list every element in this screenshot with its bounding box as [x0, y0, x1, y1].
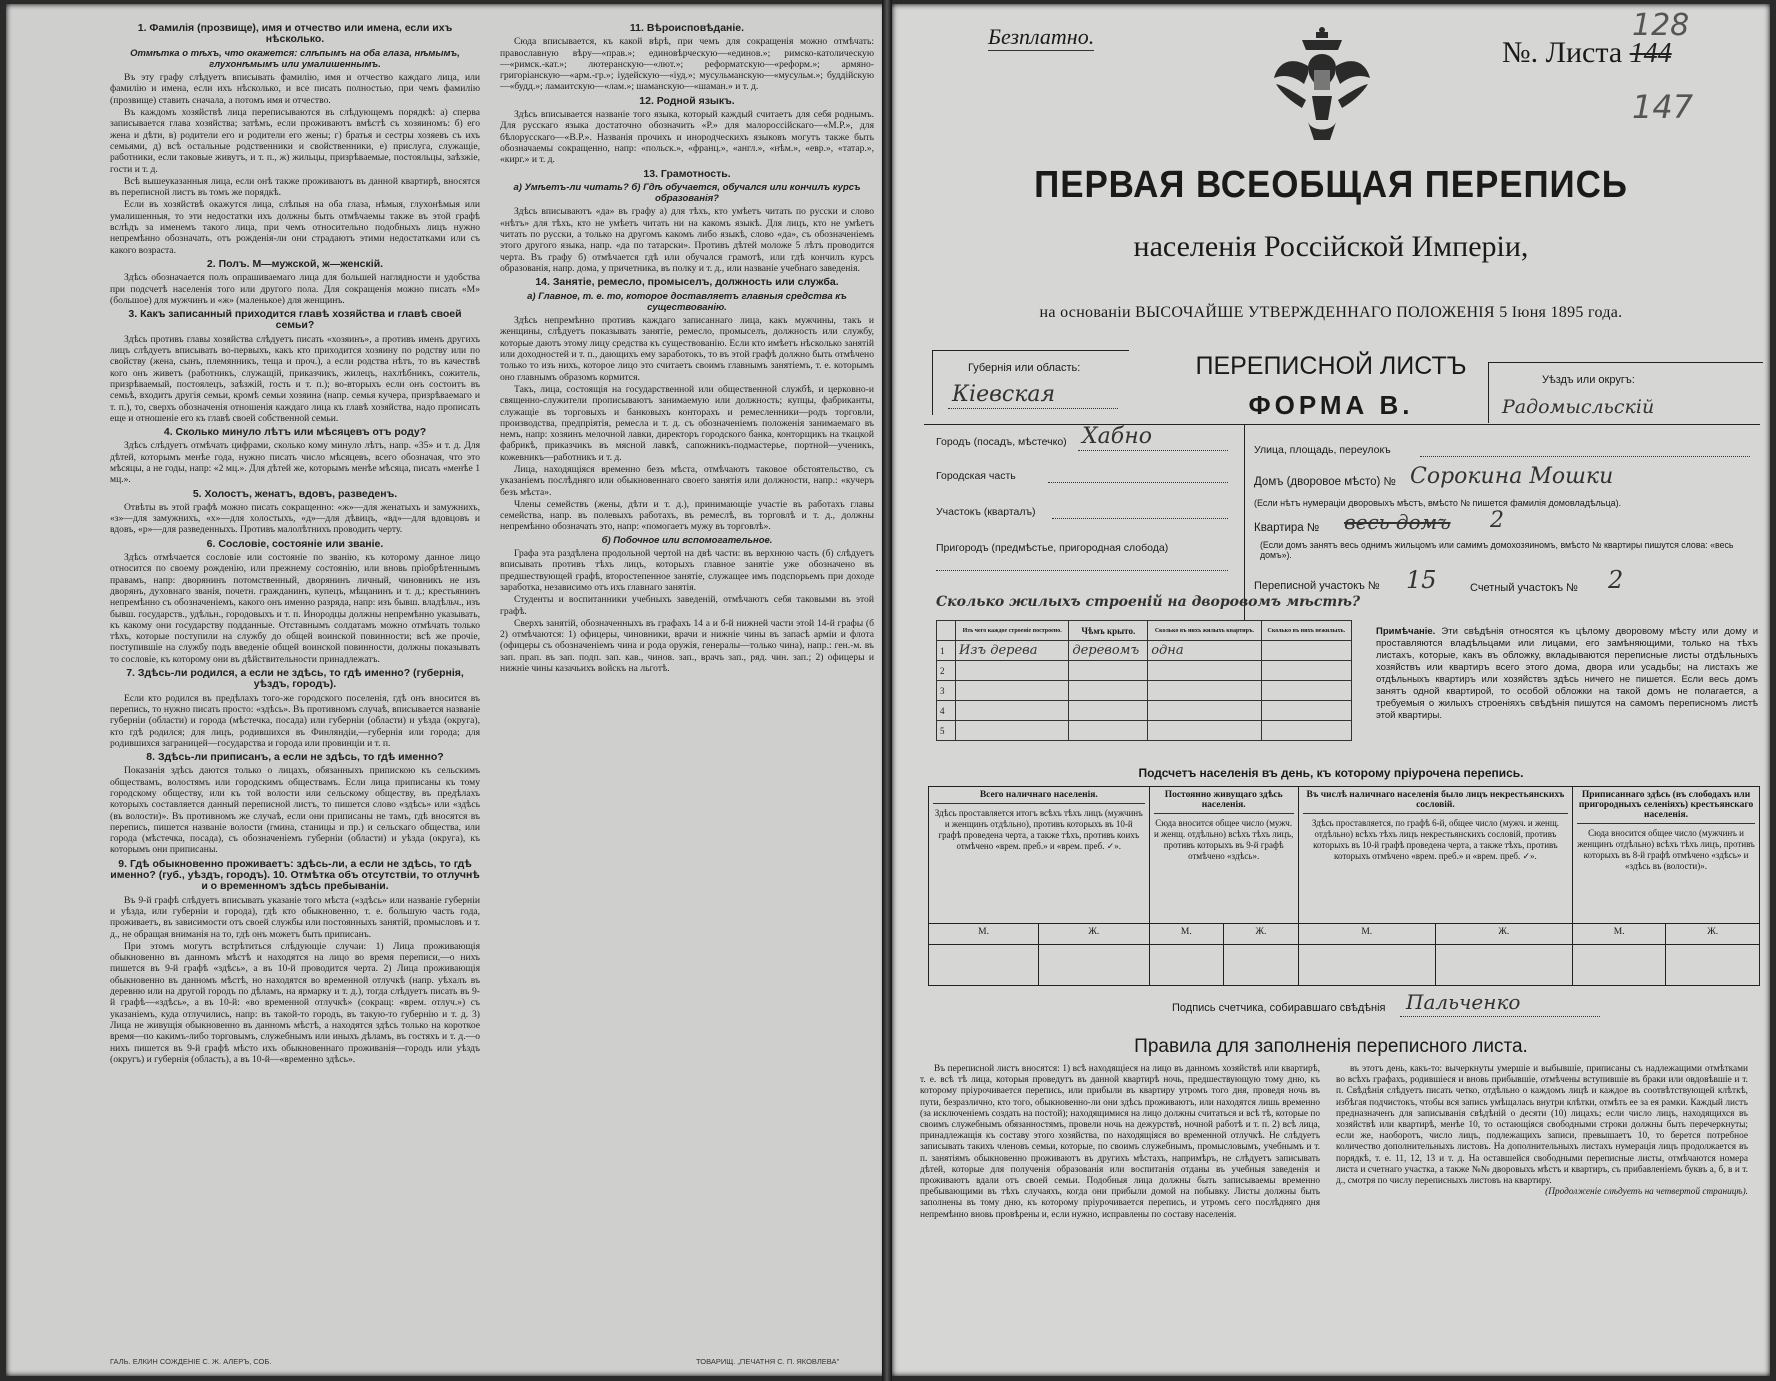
printer-imprint-right: ТОВАРИЩ. „ПЕЧАТНЯ С. П. ЯКОВЛЕВА" — [696, 1357, 840, 1366]
summary-value-cell — [1039, 945, 1149, 986]
book-gutter — [882, 0, 892, 1381]
dwelling-cell-count — [1148, 701, 1261, 721]
count-section-label: Счетный участокъ № — [1470, 582, 1578, 594]
instruction-paragraph: Члены семействъ (жены, дѣти и т. д.), принимающіе участіе въ работахъ главы семейства, напр. въ полевыхъ работахъ, въ ремеслѣ, въ торговлѣ и т. д., должны непремѣнно обозначать это, напр: «помогаетъ мужу въ торговлѣ». — [500, 498, 874, 533]
dwelling-cell-count: одна — [1148, 641, 1261, 661]
summary-male-header: М. — [1149, 924, 1224, 945]
section-subheading: а) Умѣетъ-ли читать? б) Гдѣ обучается, обучался или кончилъ курсъ образованія? — [513, 181, 861, 205]
section-heading: 9. Гдѣ обыкновенно проживаетъ: здѣсь-ли, а если не здѣсь, то гдѣ именно? (губ., уѣздъ, городъ). 10. Отмѣтка объ отсутствіи, то отлучнѣ и о временномъ здѣсь пребываніи. — [110, 857, 480, 893]
dwelling-cell-n: 2 — [937, 661, 956, 681]
summary-text: Сюда вносится общее число (мужч. и женщ. отдѣльно) всѣхъ тѣхъ лицъ, противъ которыхъ въ 9-й графѣ отмѣчено «здѣсь». — [1154, 818, 1294, 861]
house-value: Сорокина Мошки — [1410, 464, 1614, 489]
instructions-column-2 — [500, 20, 874, 1360]
suburb-label: Пригородъ (предмѣстье, пригородная слобода) — [936, 542, 1169, 554]
dwell-head-num — [937, 621, 956, 641]
summary-head: Постоянно живущаго здѣсь населенія. — [1154, 790, 1294, 814]
address-divider — [1244, 424, 1245, 620]
summary-female-header: Ж. — [1666, 924, 1760, 945]
instruction-paragraph: Если кто родился въ предѣлахъ того-же городского поселенія, гдѣ онъ вносится въ перепись, то нужно писать просто: «здѣсь». Въ противномъ случаѣ, вписывается названіе губерніи (области) и города (мѣстечка, посада) или губерніи (области) и уѣзда (округа), кто гдѣ родился; для лицъ, родившихся въ Финляндіи,—губернія или города; для родившихся заграницей—государства и города или провинціи и т. п. — [110, 692, 480, 749]
section-heading: 11. Вѣроисповѣданіе. — [629, 22, 745, 34]
signature-label: Подпись счетчика, собиравшаго свѣдѣнія — [1172, 1002, 1386, 1014]
instruction-paragraph: Лица, находящіяся временно безъ мѣста, отмѣчаютъ таковое обстоятельство, съ указаніемъ послѣдняго или обыкновеннаго своего занятія или должности, напр.: «кучеръ безъ мѣста». — [500, 463, 874, 498]
instruction-paragraph: Сверхъ занятій, обозначенныхъ въ графахъ 14 а и б-й нижней части этой 14-й графы (б 2) отмѣчаются: 1) офицеры, чиновники, врачи и нижніе чины въ запасѣ армiи и флота (офицеры съ обозначеніемъ чина и рода оружія, генералы—только чина), напр.: ген.-м. въ зап. прап. въ зап. подп. зап. кав., чинов. зап., врачъ зап., ряд. чин. зап.; 2) офицеры и нижніе чины казачьихъ войскъ на льготѣ. — [500, 617, 874, 675]
dwelling-cell-nonres — [1261, 681, 1351, 701]
note-title: Примѣчаніе. — [1376, 626, 1436, 637]
instruction-paragraph: Здѣсь обозначается полъ опрашиваемаго лица для большей наглядности и удобства при подсчетѣ населенія того или другого пола. Для сокращенія можно писать «М» (большое) для мужчинъ и «ж» (маленькое) для женщинъ. — [110, 272, 480, 306]
form-title-2: ФОРМА В. — [1248, 390, 1414, 420]
left-page-instructions — [6, 4, 886, 1376]
summary-value-cell — [1573, 945, 1666, 986]
dwelling-row — [937, 721, 1352, 741]
summary-female-header: Ж. — [1039, 924, 1149, 945]
instruction-paragraph: Здѣсь вписываютъ «да» въ графу а) для тѣхъ, кто умѣетъ читать по русски и слово «нѣтъ» для тѣхъ, кто не умѣетъ читать ни на какомъ языкѣ. Для лицъ, кто не умѣетъ читать по русски, а только на другомъ какомъ либо языкѣ, слово «да», съ обозначеніемъ этого другого языка, напр. «да по татарски». Противъ дѣтей моложе 5 лѣтъ проводится черта. Въ графу б) отмѣчается гдѣ или обучался грамотѣ, или гдѣ кончилъ курсъ образованія, напр. дома, у причетника, въ полку и т. д., или названіе учебнаго заведенія. — [500, 206, 874, 274]
instruction-paragraph: Всѣ вышеуказанныя лица, если онѣ также проживаютъ въ данной квартирѣ, вносятся въ переписной листъ въ томъ же порядкѣ. — [110, 175, 480, 199]
dwelling-cell-roof — [1069, 721, 1148, 741]
section-subheading: Отмѣтка о тѣхъ, что окажется: слѣпымъ на оба глаза, нѣмымъ, глухонѣмымъ или умалишеннымъ. — [130, 47, 460, 70]
city-underline — [1078, 450, 1228, 451]
dwellings-question: Сколько жилыхъ строеній на дворовомъ мѣстѣ? — [936, 594, 1361, 610]
dwelling-cell-count — [1148, 681, 1261, 701]
dwelling-cell-material — [956, 701, 1069, 721]
summary-value-cell — [1149, 945, 1224, 986]
instruction-paragraph: Въ эту графу слѣдуетъ вписывать фамилію, имя и отчество каждаго лица, или фамилію и имена, если ихъ нѣсколько, и все писать полностью, при чемъ фамилію (прозвище) ставить сначала, а потомъ имя и отчество. — [110, 72, 480, 106]
section-heading: 13. Грамотность. — [643, 167, 731, 180]
rules-title: Правила для заполненія переписного листа. — [1134, 1036, 1528, 1057]
imperial-eagle-icon — [1272, 26, 1372, 146]
summary-column-2 — [1149, 787, 1298, 924]
dwelling-cell-material: Изъ дерева — [956, 641, 1069, 661]
dwelling-cell-nonres — [1261, 721, 1351, 741]
summary-text: Здѣсь проставляется, по графѣ 6-й, общее число (мужч. и женщ. отдѣльно) всѣхъ тѣхъ лицъ некрестьянскихъ сословій, противъ которыхъ въ 10-й графѣ проведена черта, а также тѣхъ, противъ которыхъ отмѣчено «врем. преб.» и «врем. преб. ✓». — [1311, 818, 1560, 861]
apartment-crossed: весь домъ — [1344, 510, 1451, 534]
section-label: Участокъ (кварталъ) — [936, 506, 1036, 518]
census-section-label: Переписной участокъ № — [1254, 580, 1380, 592]
instruction-paragraph: Здѣсь слѣдуетъ отмѣчать цифрами, сколько кому минуло лѣтъ, напр. «35» и т. д. Для дѣтей, которымъ менѣе года, нужно писать число мѣсяцевъ, всего обозначая, что это мѣсяцы, а не годы, напр: «2 мц.». Для дѣтей же, которымъ менѣе мѣсяца, писать «менѣе 1 мц.». — [110, 440, 480, 486]
dwell-head-material: Изъ чего каждое строеніе построено. — [956, 621, 1069, 641]
summary-value-cell — [1666, 945, 1760, 986]
header-rule — [924, 424, 1760, 425]
summary-text: Здѣсь проставляется итогъ всѣхъ тѣхъ лицъ (мужчинъ и женщинъ отдѣльно), противъ которыхъ въ 10-й графѣ проведена черта, а также тѣхъ, противъ коихъ отмѣчено «врем. преб.» и «врем. преб. ✓». — [934, 808, 1143, 851]
rules-continued: (Продолженіе слѣдуетъ на четвертой страницѣ). — [1545, 1187, 1748, 1198]
printer-imprint-left: ГАЛЬ. ЕЛКИН СОЖДЕНІЕ С. Ж. АЛЕРЪ, СОБ. — [110, 1357, 272, 1366]
dwelling-cell-n: 4 — [937, 701, 956, 721]
pencil-number-mid: 147 — [1632, 88, 1694, 126]
instruction-paragraph: Здѣсь непремѣнно противъ каждаго записаннаго лица, какъ мужчины, такъ и женщины, слѣдуетъ показывать занятіе, ремесло, промыселъ, должность или службу, которые даютъ этому лицу средства къ существованію. Если кто имѣетъ нѣсколько занятій или доходностей и т. п., дающихъ ему заработокъ, то въ этой графѣ должно быть отмѣчено только то изъ нихъ, которое лицо это считаетъ своимъ главнымъ занятіемъ, т. е. которымъ оно главнымъ образомъ кормится. — [500, 315, 874, 383]
sheet-number-value: 144 — [1629, 38, 1672, 69]
dwellings-note — [1376, 626, 1758, 722]
pencil-number-top: 128 — [1632, 8, 1690, 43]
form-title-1: ПЕРЕПИСНОЙ ЛИСТЪ — [1195, 352, 1467, 380]
dwelling-cell-roof — [1069, 681, 1148, 701]
dwelling-cell-nonres — [1261, 661, 1351, 681]
apartment-label: Квартира № — [1254, 522, 1320, 534]
section-heading: 8. Здѣсь-ли приписанъ, а если не здѣсь, то гдѣ именно? — [146, 751, 444, 764]
census-section-value: 15 — [1406, 566, 1437, 594]
province-value: Кіевская — [952, 382, 1056, 407]
section-heading: 1. Фамилія (прозвище), имя и отчество или имена, если ихъ нѣсколько. — [137, 22, 453, 46]
dwelling-cell-n: 5 — [937, 721, 956, 741]
population-summary-table — [928, 786, 1760, 986]
instruction-paragraph: Отвѣты въ этой графѣ можно писать сокращенно: «ж»—для женатыхъ и замужнихъ, «з»—для замужнихъ, «х»—для холостыхъ, «д»—для дѣвицъ, «вд»—для вдовцовъ и вдовъ, «р»—для разведенныхъ. Противъ малолѣтнихъ проводить черту. — [110, 501, 480, 536]
dwelling-cell-nonres — [1261, 701, 1351, 721]
town-part-label: Городская часть — [936, 470, 1016, 482]
dwelling-row — [937, 661, 1352, 681]
instruction-paragraph: Студенты и воспитанники учебныхъ заведеній, отмѣчаютъ себя таковыми въ этой графѣ. — [500, 594, 874, 617]
instruction-paragraph: Такъ, лица, состоящія на государственной или общественной службѣ, и церковно-и священно-служители прописываютъ занимаемую или должность; купцы, фабриканты, служащіе въ торговыхъ и банковыхъ конторахъ и ремесленники—родъ торговли, производства, предпріятія, ремесла и т. д. съ обозначеніемъ положенія занимаемаго въ немъ, напр: хозяинъ мелочной лавки, директоръ городского банка, конторщикъ на ткацкой фабрикѣ, приказчикъ въ мясной лавкѣ, сапожникъ-подмастерье, портной—ученикъ, кожевникъ—работникъ и т. д. — [500, 383, 874, 463]
instruction-paragraph: Въ каждомъ хозяйствѣ лица переписываются въ слѣдующемъ порядкѣ: а) сперва записывается глава хозяйства; затѣмъ, если проживаютъ вмѣстѣ съ хозяиномъ: б) его жена и дѣти, в) родители его и родители его жены; г) братья и сестры хозяевъ съ ихъ семьями, д) всѣ остальные родственники и свойственники, е) прислуга, служащіе, работники, если таковые живутъ, и т. п., ж) жильцы, призрѣваемые, постояльцы, заѣзжіе, гости и т. д. — [110, 107, 480, 175]
dwelling-cell-count — [1148, 721, 1261, 741]
dwelling-cell-roof — [1069, 701, 1148, 721]
section-heading: 7. Здѣсь-ли родился, а если не здѣсь, то гдѣ именно? (губернія, уѣздъ, городъ). — [126, 667, 464, 691]
dwelling-row — [937, 681, 1352, 701]
summary-head: Въ числѣ наличнаго населенія было лицъ некрестьянскихъ сословій. — [1303, 790, 1568, 814]
census-subtitle: населенія Россійской Имперіи, — [1133, 230, 1529, 263]
instruction-paragraph: Здѣсь вписывается названіе того языка, который каждый считаетъ для себя роднымъ. Для русскаго языка достаточно обозначить «Р.» для малороссійскаго—«М.Р.», для бѣлорусскаго—«В.Р.». Названія прочихъ и инородческихъ языковъ могутъ также быть обозначаемы сокращенно, напр: «польск.», «франц.», «англ.», «нѣм.», «евр.», «татар.», «кирг.» и т. д. — [500, 109, 874, 166]
rules-text-2: въ этотъ день, какъ-то: вычеркнуты умершіе и выбывшіе, приписаны съ надлежащими отмѣтками во всѣхъ графахъ, родившіеся и вновь прибывшіе, отмѣчены вступившіе въ браки или овдовѣвшіе и т. п. Свѣдѣнія слѣдуетъ писать четко, отдѣльно о каждомъ лицѣ и каждое въ соотвѣтствующей клѣткѣ, избѣгая подчистокъ, чтобы вся запись умѣщалась внутри клѣтки, отмѣть ее за ея рамки. Каждый листъ предназначенъ для записыванія свѣдѣній о десяти (10) лицахъ; если число лицъ, находящихся въ хозяйствѣ или квартирѣ, менѣе 10, то остающіяся свободными строки должны быть перечеркнуты; если же, наоборотъ, число лицъ, подлежащихъ записи, превышаетъ 10, то берется потребное количество дополнительныхъ листовъ. На дополнительныхъ листахъ нумерація лицъ продолжается въ порядкѣ, т. е. 11, 12, 13 и т. д. На оставшейся свободными переписные листы, отмѣчаются номера листа и счетнаго участка, а также №№ дворовыхъ мѣстъ и квартиръ, съ прибавленіемъ буквъ а, б, в и т. д., смотря по числу переписныхъ листовъ на квартиру. — [1336, 1064, 1748, 1187]
summary-head: Приписаннаго здѣсь (въ слободахъ или пригородныхъ селеніяхъ) крестьянскаго населенія. — [1577, 790, 1755, 824]
dwelling-cell-n: 3 — [937, 681, 956, 701]
district-label: Уѣздъ или округъ: — [1542, 374, 1635, 386]
street-underline — [1420, 456, 1750, 457]
dwelling-cell-roof: деревомъ — [1069, 641, 1148, 661]
instruction-paragraph: При этомъ могутъ встрѣтиться слѣдующіе случаи: 1) Лица проживающія обыкновенно въ данномъ мѣстѣ и находятся на лицо во время переписи,—о нихъ пишется въ 9-й графѣ «здѣсь», а въ 10-й проводится черта. 2) Лица проживающія обыкновенно въ данномъ мѣстѣ, но находятся во временной отлучкѣ (напр. уѣхалъ въ деревню или на другой городъ по дѣламъ, на ярмарку и т. д.), тогда слѣдуетъ писать въ 9-й графѣ—«здѣсь», а въ 10-й: «во временной отлучкѣ» (сокращ: «врем. отлуч.») съ указаніемъ, куда отлучились, напр: въ такой-то городъ, въ такую-то губернію и т. д. 3) Лица не живущія обыкновенно въ данномъ мѣстѣ, а находятся здѣсь только на короткое время—по какимъ-либо торговымъ, служебнымъ или иныхъ дѣламъ, въ гостяхъ и т. д.—о нихъ пишется въ 9-й графѣ мѣсто ихъ обыкновеннаго проживанія—городъ или уѣздъ (округъ) и губернія (область), а въ 10-й—«временно здѣсь». — [110, 940, 480, 1065]
rules-column-2 — [1336, 1064, 1748, 1364]
section-subheading: а) Главное, т. е. то, которое доставляетъ главныя средства къ существованію. — [527, 290, 847, 313]
instruction-paragraph: Показанія здѣсь даются только о лицахъ, обязанныхъ припискою къ сельскимъ обществамъ, волостямъ или городскимъ обществамъ. Если лица приписаны къ тому городскому обществу, или къ той волости или сельскому обществу, въ предѣлахъ которыхъ составляется данный переписной листъ, то пишется слово «здѣсь» или «здѣсь (въ волости)». Въ противномъ же случаѣ, если они приписаны не тамъ, гдѣ вносятся въ перепись, пишется названіе волости (гмина, станицы и пр.) и сельскаго общества, или города (мѣстечка, посада), съ обозначеніемъ губерніи (области) и уѣзда (округа), къ которымъ они приписаны. — [110, 765, 480, 856]
dwellings-table — [936, 620, 1352, 741]
dwelling-cell-material — [956, 661, 1069, 681]
town-part-underline — [1048, 482, 1228, 483]
dwelling-cell-material — [956, 681, 1069, 701]
instruction-paragraph: Сюда вписывается, къ какой вѣрѣ, при чемъ для сокращенія можно отмѣчать: православную вѣру—«прав.»; единовѣрческую—«единов.»; римско-католическую—«римск.-кат.»; лютеранскую—«лют.»; реформатскую—«реформ.»; армяно-григоріанскую—«арм.-гр.»; іудейскую—«іуд.»; мусульманскую—«мусульм.»; буддійскую—«будд.»; ламаитскую—«лам.»; шаманскую—«шаман.» и т. д. — [500, 36, 874, 93]
instruction-paragraph: Въ 9-й графѣ слѣдуетъ вписывать указаніе того мѣста («здѣсь» или названіе губерніи и уѣзда, или губерніи и города), гдѣ кто обыкновенно, т. е. большую часть года, проживаетъ, въ зависимости отъ своей службы или постоянныхъ занятій, промысловъ и т. д., не обращая вниманія на то, гдѣ онъ можетъ быть приписанъ. — [110, 894, 480, 940]
free-label: Безплатно. — [988, 24, 1095, 49]
summary-title: Подсчетъ населенія въ день, къ которому пріурочена перепись. — [1138, 766, 1524, 780]
rules-text-1: Въ переписной листъ вносятся: 1) всѣ находящіеся на лицо въ данномъ хозяйствѣ или квартирѣ, т. е. всѣ тѣ лица, которыя проведутъ въ данной квартирѣ ночь, предшествующую тому дню, къ которому пріурочивается перепись, или прибыли въ квартиру утромъ того дня, проведя ночь въ пути, безразлично, кто того, обыкновенно-ли они здѣсь проживаютъ, или находятся лишь временно (за исключеніемъ создать на постой); находящимися на лицо должны считаться и всѣ тѣ, которые по своимъ служебнымъ обязанностямъ, провели ночь на дежурствѣ, ночной работѣ и т. п. 2) всѣ лица, принадлежащія къ составу этого хозяйства, по находящіяся во временной отлучкѣ. Не слѣдуетъ записывать такихъ членовъ семьи, которые, по своимъ служебнымъ, промысловымъ, учебнымъ и т. п. занятіямъ обыкновенно проживаютъ въ другихъ мѣстахъ, напримѣръ, не слѣдуетъ записывать дѣтей, которые для полученія образованія или воспитанія отданы въ учебныя заведенія и проживаютъ вдали отъ своей семьи. Подобныя лица должны быть записываемы временно пребывающими въ тѣхъ случаяхъ, когда они прибыли домой на побывку. Листы должны быть заполнены въ тому дню, къ которому пріурочивается перепись, и утромъ сего послѣдняго дня непремѣнно вновь провѣрены и, если нужно, исправлены по составу населенія. — [920, 1064, 1320, 1220]
right-page-census-form — [892, 4, 1770, 1376]
city-value: Хабно — [1082, 424, 1152, 449]
section-subheading: б) Побочное или вспомогательное. — [601, 534, 773, 546]
section-heading: 5. Холостъ, женатъ, вдовъ, разведенъ. — [192, 487, 398, 500]
section-heading: 2. Полъ. М—мужской, ж—женскій. — [206, 257, 384, 270]
apartment-value: 2 — [1490, 508, 1504, 533]
legal-basis: на основаніи ВЫСОЧАЙШЕ УТВЕРЖДЕННАГО ПОЛОЖЕНІЯ 5 Іюня 1895 года. — [1039, 304, 1623, 321]
dwelling-row — [937, 641, 1352, 661]
summary-text: Сюда вносится общее число (мужчинъ и женщинъ отдѣльно) всѣхъ тѣхъ лицъ, противъ которыхъ въ 8-й графѣ отмѣчено «здѣсь» и «здѣсь въ (волости)». — [1577, 828, 1755, 871]
summary-female-header: Ж. — [1435, 924, 1572, 945]
dwell-head-roof: Чѣмъ крыто. — [1069, 621, 1148, 641]
instruction-paragraph: Графа эта раздѣлена продольной чертой на двѣ части: въ верхнюю часть (б) слѣдуетъ вписывать противъ тѣхъ лицъ, которыхъ главное занятіе уже обозначено въ предшествующей графѣ, второстепенное занятіе, служащее имъ подспорьемъ при доходе заработка, независимо отъ ихъ главнаго занятія. — [500, 548, 874, 593]
dwell-head-count: Сколько въ нихъ жилыхъ квартиръ. — [1148, 621, 1261, 641]
house-note: (Если нѣтъ нумераціи дворовыхъ мѣстъ, вмѣсто № пишется фамилія домовладѣльца). — [1254, 498, 1622, 508]
instruction-paragraph: Если въ хозяйствѣ окажутся лица, слѣпыя на оба глаза, нѣмыя, глухонѣмыя или умалишенныя, то эти недостатки ихъ должны быть отмѣчаемы также въ этой графѣ вслѣдъ за именемъ такого лица, при чемъ относительно подобныхъ лицъ нужно непремѣнно обозначать, отъ рожденія-ли они страдаютъ этими недостатками или съ какого возраста. — [110, 199, 480, 256]
count-section-value: 2 — [1608, 566, 1624, 594]
dwelling-cell-roof — [1069, 661, 1148, 681]
section-underline — [1052, 518, 1228, 519]
dwelling-row — [937, 701, 1352, 721]
summary-female-header: Ж. — [1224, 924, 1299, 945]
census-title: ПЕРВАЯ ВСЕОБЩАЯ ПЕРЕПИСЬ — [1034, 164, 1628, 206]
section-heading: 3. Какъ записанный приходится главѣ хозяйства и главѣ своей семьи? — [128, 308, 462, 332]
sheet-number-label: №. Листа — [1502, 36, 1623, 69]
summary-column-1 — [929, 787, 1150, 924]
dwelling-cell-material — [956, 721, 1069, 741]
city-label: Городъ (посадъ, мѣстечко) — [936, 436, 1067, 448]
summary-male-header: М. — [929, 924, 1039, 945]
apartment-note: (Если домъ занятъ весь однимъ жильцомъ или самимъ домохозяиномъ, вмѣсто № квартиры пишутся слова: «весь домъ»). — [1260, 540, 1734, 560]
signature-underline — [1400, 1016, 1600, 1017]
note-text: Эти свѣдѣнія относятся къ цѣлому дворовому мѣсту или дому и проставляются владѣльцами или лицами, его замѣняющими, только на тѣхъ листахъ, которые, какъ въ обложку, вкладываются переписные листы отдѣльныхъ хозяйствъ или квартиръ всего этого дома, двора или усадьбы; на листахъ же отдѣльныхъ квартиръ или хозяйствъ здѣсь ничего не пишется. Если весь домъ занятъ одной квартирой, то особой обложки на такой домъ не полагается, а требуемыя о жилыхъ строеніяхъ свѣдѣнія пишутся на самомъ переписномъ листѣ этой квартиры. — [1376, 626, 1759, 721]
section-heading: 12. Родной языкъ. — [639, 94, 735, 107]
summary-male-header: М. — [1298, 924, 1435, 945]
street-label: Улица, площадь, переулокъ — [1254, 444, 1391, 456]
instruction-paragraph: Здѣсь противъ главы хозяйства слѣдуетъ писать «хозяинъ», а противъ именъ другихъ лицъ слѣдуетъ вписывать во-первыхъ, какъ кто приходится хозяину по родству или по свойству (жена, сынъ, племянникъ, теща и проч.), а если родства нѣтъ, то въ качествѣ кого онъ живетъ (работникъ, служащій, приказчикъ, жилецъ, нахлѣбникъ, сожитель, призрѣваемый, постоялецъ, заѣзжій, гость и т. п.); во-вторыхъ если онъ состоитъ въ семьѣ, входитъ другія семьи, кромѣ семьи хозяина (напр. семья кучера, призрѣваемаго и т. п.), то, сверхъ обозначенія отношенія каждаго лица къ главѣ хозяйства, надо прописать еще и отношеніе его къ главѣ своей собственной семьи. — [110, 333, 480, 424]
section-heading: 6. Сословіе, состояніе или званіе. — [206, 537, 384, 550]
section-heading: 14. Занятіе, ремесло, промыселъ, должность или служба. — [535, 276, 839, 289]
dwell-head-nonres: Сколько въ нихъ нежилыхъ. — [1261, 621, 1351, 641]
summary-value-cell — [929, 945, 1039, 986]
section-heading: 4. Сколько минуло лѣтъ или мѣсяцевъ отъ роду? — [163, 426, 427, 439]
instruction-paragraph: Здѣсь отмѣчается сословіе или состояніе по званію, къ которому данное лицо относится по своему рожденію, или прежнему состоянію, или вновь пріобрѣтеннымъ правамъ, напр: дворянинъ потомственный, дворянинъ личный, чиновникъ не изъ дворянъ, духовнаго званія, почетн. гражданинъ, купецъ, мѣщанинъ и т. д.; крестьянинъ непремѣнно съ обозначеніемъ, какого онъ именно разряда, напр: изъ бывш. владѣльч., изъ бывш. государств., удѣльн., городовыхъ и т. п. Инородцы должны непремѣнно указывать, къ какому они государству подданные. Отставнымъ солдатамъ можно отмѣчать только тѣхъ, которые поступили на службу до общей воинской повинности; всѣ же прочіе, поступившіе на службу подъ введеніе общей воинской повинности, должны показывать то сословіе, къ которому они въ дѣйствительности принадлежатъ. — [110, 552, 480, 665]
summary-column-4 — [1573, 787, 1760, 924]
instructions-column-1 — [110, 20, 480, 1360]
dwelling-cell-count — [1148, 661, 1261, 681]
dwelling-cell-n: 1 — [937, 641, 956, 661]
suburb-underline — [936, 570, 1228, 571]
summary-value-cell — [1224, 945, 1299, 986]
summary-value-cell — [1298, 945, 1435, 986]
summary-column-3 — [1298, 787, 1572, 924]
summary-value-cell — [1435, 945, 1572, 986]
house-label: Домъ (дворовое мѣсто) № — [1254, 476, 1396, 488]
summary-male-header: М. — [1573, 924, 1666, 945]
signature-value: Пальченко — [1406, 990, 1521, 1014]
province-label: Губернія или область: — [968, 362, 1081, 374]
summary-head: Всего наличнаго населенія. — [933, 790, 1145, 804]
sheet-number — [1502, 36, 1672, 70]
district-value: Радомысльскій — [1502, 396, 1655, 418]
dwelling-cell-nonres — [1261, 641, 1351, 661]
rules-column-1 — [920, 1064, 1320, 1364]
